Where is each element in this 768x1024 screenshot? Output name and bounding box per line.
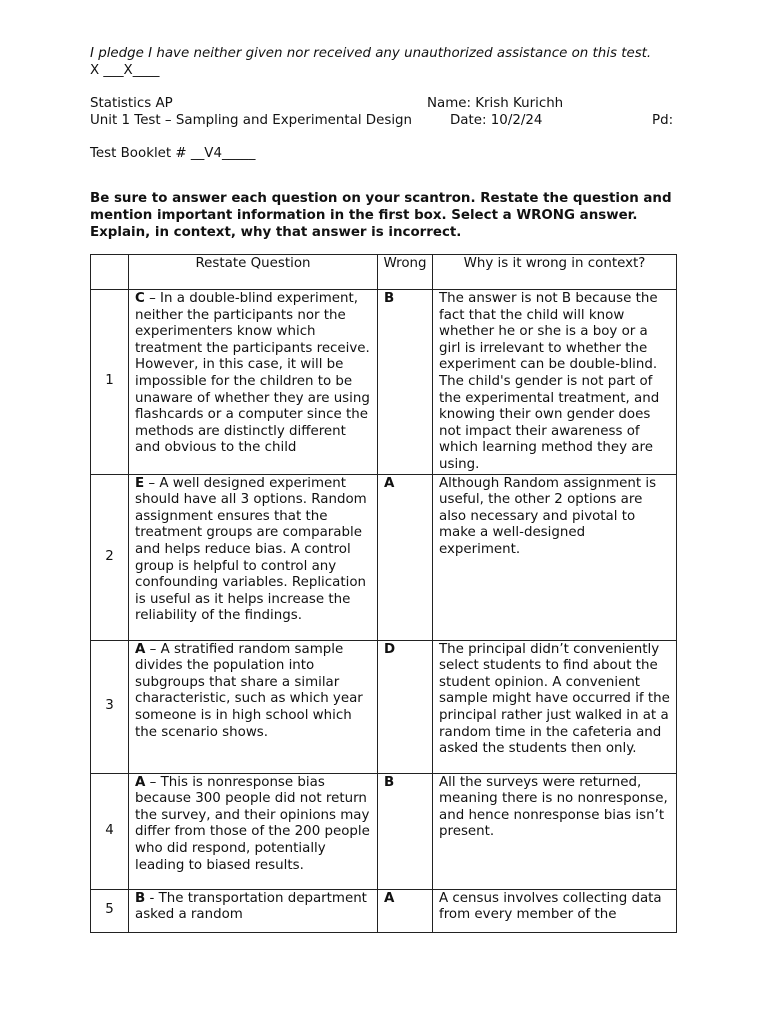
question-number: 4 bbox=[91, 773, 129, 889]
header-why-wrong: Why is it wrong in context? bbox=[433, 255, 677, 290]
restate-cell bbox=[129, 474, 378, 640]
correct-answer-letter: A bbox=[135, 641, 146, 657]
table-header-row bbox=[91, 255, 677, 290]
restate-cell bbox=[129, 290, 378, 475]
restate-text: – A well designed experiment should have all 3 options. Random assignment ensures that the treatment groups are comparable and helps reduce bias. A control group is helpful to control any confounding variables. Replication is useful as it helps increase the reliability of the findings. bbox=[135, 475, 367, 624]
restate-text: – This is nonresponse bias because 300 people did not return the survey, and their opinions may differ from those of the 200 people who did respond, potentially leading to biased results. bbox=[135, 774, 370, 873]
correct-answer-letter: B bbox=[135, 890, 146, 906]
instructions: Be sure to answer each question on your scantron. Restate the question and mention important information in the first box. Select a WRONG answer. Explain, in context, why that answer is incorrect. bbox=[90, 191, 672, 240]
table-row bbox=[91, 474, 677, 640]
table-row bbox=[91, 773, 677, 889]
question-number: 3 bbox=[91, 640, 129, 773]
correct-answer-letter: A bbox=[135, 774, 146, 790]
header-restate-question: Restate Question bbox=[129, 255, 378, 290]
header-number bbox=[91, 255, 129, 290]
restate-cell bbox=[129, 773, 378, 889]
why-wrong-text: The principal didn’t conveniently select students to find about the student opinion. A convenient sample might have occurred if the principal rather just walked in at a random time in the cafeteria and asked the students then only. bbox=[433, 640, 677, 773]
why-wrong-text: Although Random assignment is useful, the other 2 options are also necessary and pivotal to make a well-designed experiment. bbox=[433, 474, 677, 640]
table-row bbox=[91, 290, 677, 475]
wrong-answer-letter: A bbox=[378, 474, 433, 640]
header-wrong: Wrong bbox=[378, 255, 433, 290]
why-wrong-text: All the surveys were returned, meaning there is no nonresponse, and hence nonresponse bias isn’t present. bbox=[433, 773, 677, 889]
question-number: 1 bbox=[91, 290, 129, 475]
wrong-answer-letter: A bbox=[378, 889, 433, 932]
course-name: Statistics AP bbox=[90, 96, 173, 111]
period-label: Pd: bbox=[652, 113, 674, 128]
wrong-answer-letter: D bbox=[378, 640, 433, 773]
restate-cell bbox=[129, 640, 378, 773]
wrong-answer-letter: B bbox=[378, 773, 433, 889]
unit-title: Unit 1 Test – Sampling and Experimental Design bbox=[90, 113, 413, 128]
honor-pledge: I pledge I have neither given nor received any unauthorized assistance on this test. bbox=[90, 46, 652, 61]
restate-text: – In a double-blind experiment, neither the participants nor the experimenters know which treatment the participants receive. However, in this case, it will be impossible for the children to be unaware of whether they are using flashcards or a computer since the methods are distinctly different and obvious to the child bbox=[135, 291, 370, 456]
restate-text: - The transportation department asked a random bbox=[135, 890, 367, 923]
correct-answer-letter: E bbox=[135, 475, 145, 491]
table-row bbox=[91, 640, 677, 773]
restate-cell bbox=[129, 889, 378, 932]
why-wrong-text: A census involves collecting data from every member of the bbox=[433, 889, 677, 932]
correct-answer-letter: C bbox=[135, 291, 145, 306]
why-wrong-text: The answer is not B because the fact that the child will know whether he or she is a boy or a girl is irrelevant to whether the experiment can be double-blind. The child's gender is not part of the experimental treatment, and knowing their own gender does not impact their awareness of which learning method they are using. bbox=[433, 290, 677, 475]
question-number: 5 bbox=[91, 889, 129, 932]
pledge-signature: X ___X____ bbox=[90, 63, 160, 78]
table-row bbox=[91, 889, 677, 932]
answer-table bbox=[90, 254, 677, 933]
test-date: Date: 10/2/24 bbox=[450, 113, 543, 128]
student-name: Name: Krish Kurichh bbox=[427, 96, 564, 111]
wrong-answer-letter: B bbox=[378, 290, 433, 475]
question-number: 2 bbox=[91, 474, 129, 640]
test-booklet-number: Test Booklet # __V4_____ bbox=[90, 146, 256, 161]
restate-text: – A stratified random sample divides the population into subgroups that share a similar characteristic, such as which year someone is in high school which the scenario shows. bbox=[135, 641, 363, 740]
